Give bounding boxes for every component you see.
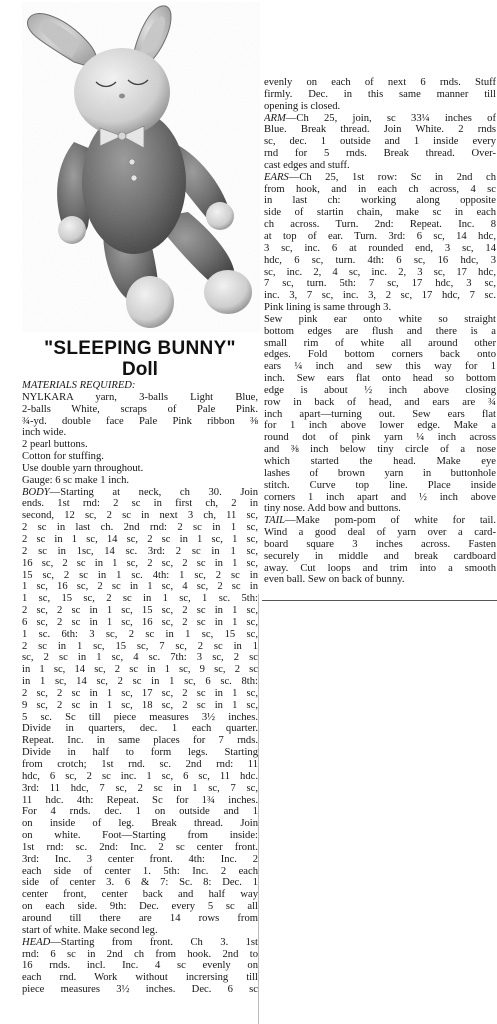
- text-line: [264, 527, 496, 539]
- line-text: small rim of white all around other: [264, 337, 496, 349]
- line-text: ¾-yd. double face Pale Pink ribbon ⅜: [22, 415, 258, 427]
- text-line: [22, 439, 258, 451]
- text-line: [22, 700, 258, 712]
- text-line: [22, 984, 258, 996]
- bunny-doll-photo: [22, 2, 260, 332]
- text-line: [22, 877, 258, 889]
- line-text: in 1 sc, 14 sc, 2 sc in 1 sc, 9 sc, 2 sc: [22, 664, 258, 676]
- text-line: [22, 830, 258, 842]
- line-text: sc, 2 sc in 1 sc, 4 sc. 7th: 3 sc, 2 sc: [22, 652, 258, 664]
- section-heading: ARM: [264, 112, 286, 124]
- column-divider: [258, 594, 259, 1024]
- text-line: [22, 487, 258, 499]
- text-line: [22, 498, 258, 510]
- text-line: [264, 89, 496, 101]
- text-line: [264, 563, 496, 575]
- line-text: Gauge: 6 sc make 1 inch.: [22, 474, 130, 486]
- line-text: side of center 3. 6 & 7: Sc. 8: Dec. 1: [22, 877, 258, 889]
- text-line: [264, 160, 496, 172]
- line-text: 2 sc in 1 sc, 15 sc, 7 sc, 2 sc in 1: [22, 640, 258, 652]
- line-text: 2 sc in 1 sc, 14 sc, 2 sc in 1 sc, 1 sc,: [22, 533, 258, 545]
- pattern-title: "SLEEPING BUNNY": [44, 338, 236, 359]
- line-text: center front, center back and half way: [22, 889, 258, 901]
- text-line: [264, 574, 496, 586]
- line-text: each side of center 1. 5th: Inc. 2 each: [22, 865, 258, 877]
- line-text: row in back of head, and ears are ¾: [264, 396, 496, 408]
- text-line: [264, 326, 496, 338]
- text-line: [22, 913, 258, 925]
- line-text: 6 sc, 2 sc in 1 sc, 16 sc, 2 sc in 1 sc,: [22, 616, 258, 628]
- text-line: [264, 468, 496, 480]
- text-line: [264, 420, 496, 432]
- text-line: [264, 480, 496, 492]
- line-text: inch. Sew ears flat onto head so bottom: [264, 373, 496, 385]
- line-text: Divide in half to form legs. Starting: [22, 747, 258, 759]
- line-text: corners 1 inch apart and ½ inch above: [264, 491, 496, 503]
- line-text: on white. Foot—Starting from inside:: [22, 830, 258, 842]
- line-text: hdc, 6 sc, turn. 4th: 6 sc, 16 hdc, 3: [264, 254, 496, 266]
- text-line: [22, 617, 258, 629]
- text-line: [22, 712, 258, 724]
- line-text: —Ch 25, 1st row: Sc in 2nd ch: [288, 171, 496, 183]
- line-text: opening is closed.: [264, 100, 341, 112]
- text-line: [264, 361, 496, 373]
- text-line: [264, 136, 496, 148]
- text-line: [264, 267, 496, 279]
- text-line: [22, 629, 258, 641]
- section-heading: TAIL: [264, 515, 285, 527]
- text-line: [22, 854, 258, 866]
- line-text: —Ch 25, join, sc 33¼ inches of: [285, 112, 496, 124]
- line-text: 3rd: 11 hdc, 7 sc, 2 sc in 1 sc, 7 sc,: [22, 782, 258, 794]
- text-line: [22, 451, 258, 463]
- text-line: [264, 409, 496, 421]
- text-line: [264, 278, 496, 290]
- line-text: NYLKARA yarn, 3-balls Light Blue,: [22, 391, 258, 403]
- line-text: each rnd. Work without incrersing till: [22, 972, 258, 984]
- text-line: [264, 172, 496, 184]
- text-line: [264, 539, 496, 551]
- text-line: [22, 960, 258, 972]
- end-rule: [262, 600, 497, 601]
- text-line: [264, 195, 496, 207]
- line-text: and ⅜ inch below tiny circle of a nose: [264, 444, 496, 456]
- text-line: [22, 818, 258, 830]
- line-text: Blue. Break thread. Join White. 2 rnds: [264, 124, 496, 136]
- text-line: [22, 925, 258, 937]
- line-text: 11 hdc. 4th: Repeat. Sc for 1¾ inches.: [22, 794, 258, 806]
- line-text: from crotch; 1st rnd. sc. 2nd rnd: 11: [22, 759, 258, 770]
- text-line: [22, 759, 258, 771]
- line-text: —Starting from front. Ch 3. 1st: [50, 936, 258, 948]
- line-text: 1st rnd: sc. 2nd: Inc. 2 sc center front.: [22, 841, 258, 853]
- line-text: stitch. Curve top line. Place inside: [264, 479, 496, 491]
- line-text: piece measures 3½ inches. Dec. 6 sc: [22, 984, 258, 996]
- line-text: inc. 3, 7 sc, inc. 3, 2 sc, 17 hdc, 7 sc.: [264, 290, 496, 302]
- text-line: [22, 546, 258, 558]
- text-line: [264, 432, 496, 444]
- text-line: [264, 444, 496, 456]
- line-text: evenly on each of next 6 rnds. Stuff: [264, 77, 496, 88]
- line-text: for 1 inch above lower edge. Make a: [264, 420, 496, 432]
- text-line: [22, 404, 258, 416]
- text-line: [22, 688, 258, 700]
- text-line: [22, 581, 258, 593]
- line-text: ch across. Turn. 2nd: Repeat. Inc. 8: [264, 219, 496, 231]
- section-heading: MATERIALS REQUIRED:: [22, 380, 136, 391]
- line-text: which started the head. Make eye: [264, 456, 496, 467]
- line-text: 2 sc in last ch. 2nd rnd: 2 sc in 1 sc,: [22, 522, 258, 534]
- text-line: [22, 735, 258, 747]
- text-line: [264, 397, 496, 409]
- line-text: 9 sc, 2 sc in 1 sc, 18 sc, 2 sc in 1 sc,: [22, 699, 258, 711]
- line-text: —Starting at neck, ch 30. Join: [49, 486, 258, 498]
- text-line: [264, 101, 496, 113]
- line-text: 16 sc, 2 sc in 1 sc, 2 sc, 2 sc in 1 sc,: [22, 557, 258, 569]
- line-text: Use double yarn throughout.: [22, 462, 144, 474]
- line-text: sc, dec. 1 outside and 1 inside every: [264, 136, 496, 148]
- line-text: 2-balls White, scraps of Pale Pink.: [22, 403, 258, 415]
- line-text: 1 sc, 15 sc, 2 sc in 1 sc, 1 sc. 5th:: [22, 593, 258, 605]
- line-text: in last ch: working along opposite: [264, 195, 496, 207]
- line-text: away. Cut loops and trim into a smooth: [264, 562, 496, 574]
- line-text: Wind a good deal of yarn over a card-: [264, 527, 496, 539]
- instructions-column-2: [264, 77, 496, 586]
- section-heading: HEAD: [22, 936, 51, 948]
- line-text: side of startin chain, make sc in each: [264, 207, 496, 219]
- text-line: [22, 676, 258, 688]
- line-text: start of white. Make second leg.: [22, 924, 158, 936]
- line-text: For 4 rnds. dec. 1 on outside and 1: [22, 806, 258, 818]
- text-line: [264, 456, 496, 468]
- text-line: [22, 380, 258, 392]
- line-text: edges. Fold bottom corners back onto: [264, 349, 496, 361]
- text-line: [264, 231, 496, 243]
- text-line: [22, 949, 258, 961]
- text-line: [22, 558, 258, 570]
- line-text: cast edges and stuff.: [264, 159, 350, 171]
- text-line: [22, 842, 258, 854]
- text-line: [264, 338, 496, 350]
- section-heading: EARS: [264, 171, 289, 183]
- text-line: [22, 972, 258, 984]
- line-text: —Make pom-pom of white for tail.: [285, 515, 496, 527]
- line-text: bottom edges are flush and there is a: [264, 325, 496, 337]
- text-line: [22, 806, 258, 818]
- line-text: board square 3 inches across. Fasten: [264, 538, 496, 550]
- line-text: from hook, and in each ch across, 4 sc: [264, 183, 496, 195]
- line-text: on each side. 9th: Dec. every 5 sc all: [22, 901, 258, 913]
- text-line: [22, 664, 258, 676]
- text-line: [22, 593, 258, 605]
- line-text: rnd: 6 sc in 2nd ch from hook. 2nd to: [22, 948, 258, 960]
- line-text: Divide in quarters, dec. 1 each quarter.: [22, 723, 258, 735]
- text-line: [264, 492, 496, 504]
- line-text: 2 sc, 2 sc in 1 sc, 15 sc, 2 sc in 1 sc,: [22, 605, 258, 617]
- text-line: [264, 515, 496, 527]
- text-line: [22, 522, 258, 534]
- text-line: [264, 551, 496, 563]
- text-line: [22, 901, 258, 913]
- text-line: [22, 889, 258, 901]
- text-line: [22, 463, 258, 475]
- line-text: even ball. Sew on back of bunny.: [264, 574, 405, 586]
- text-line: [264, 124, 496, 136]
- text-line: [22, 866, 258, 878]
- pattern-subtitle: Doll: [122, 359, 158, 380]
- text-line: [264, 207, 496, 219]
- text-line: [264, 219, 496, 231]
- text-line: [22, 392, 258, 404]
- line-text: 1 sc, 16 sc, 2 sc in 1 sc, 4 sc, 2 sc in: [22, 581, 258, 593]
- text-line: [264, 77, 496, 89]
- line-text: 3 sc, inc. 6 at rounded end, 3 sc, 14: [264, 242, 496, 254]
- text-line: [22, 475, 258, 487]
- line-text: Sew pink ear onto white so straight: [264, 313, 496, 325]
- text-line: [264, 255, 496, 267]
- text-line: [264, 314, 496, 326]
- line-text: sc, inc. 2, 4 sc, inc. 2, 3 sc, 17 hdc,: [264, 266, 496, 278]
- line-text: around till there are 14 rows from: [22, 912, 258, 924]
- text-line: [264, 302, 496, 314]
- line-text: second, 12 sc, 2 sc in next 3 ch, 11 sc,: [22, 510, 258, 522]
- line-text: Repeat. Inc. in same places for 7 rnds.: [22, 735, 258, 747]
- text-line: [22, 937, 258, 949]
- text-line: [22, 723, 258, 735]
- line-text: Pink lining is same through 3.: [264, 302, 392, 314]
- text-line: [22, 605, 258, 617]
- line-text: edge is about ½ inch above closing: [264, 384, 496, 396]
- section-heading: BODY: [22, 486, 50, 498]
- line-text: 3rd: Inc. 3 center front. 4th: Inc. 2: [22, 853, 258, 865]
- text-line: [264, 148, 496, 160]
- text-line: [264, 373, 496, 385]
- line-text: Cotton for stuffing.: [22, 451, 104, 463]
- line-text: lashes of brown yarn in buttonhole: [264, 467, 496, 479]
- text-line: [22, 771, 258, 783]
- line-text: inch apart—turning out. Sew ears flat: [264, 408, 496, 420]
- text-line: [264, 184, 496, 196]
- line-text: securely in middle and break cardboard: [264, 550, 496, 562]
- line-text: at top of ear. Turn. 3rd: 6 sc, 14 hdc,: [264, 230, 496, 242]
- text-line: [22, 795, 258, 807]
- text-line: [22, 510, 258, 522]
- text-line: [22, 652, 258, 664]
- text-line: [22, 534, 258, 546]
- line-text: ears ¼ inch and sew this way for 1: [264, 361, 496, 373]
- line-text: hdc, 6 sc, 2 sc inc. 1 sc, 6 sc, 11 hdc.: [22, 770, 258, 782]
- line-text: inch wide.: [22, 427, 67, 439]
- line-text: 16 rnds. incl. Inc. 4 sc evenly on: [22, 960, 258, 972]
- text-line: [22, 416, 258, 428]
- text-line: [264, 503, 496, 515]
- text-line: [264, 290, 496, 302]
- line-text: 7 sc, turn. 5th: 7 sc, 17 hdc, 3 sc,: [264, 278, 496, 290]
- line-text: 2 pearl buttons.: [22, 439, 88, 451]
- line-text: 5 sc. Sc till piece measures 3½ inches.: [22, 711, 258, 723]
- line-text: round dot of pink yarn ¼ inch across: [264, 432, 496, 444]
- text-line: [264, 349, 496, 361]
- instructions-column-1: [22, 380, 258, 996]
- text-line: [22, 570, 258, 582]
- text-line: [22, 747, 258, 759]
- text-line: [264, 385, 496, 397]
- text-line: [264, 113, 496, 125]
- line-text: tiny nose. Add bow and buttons.: [264, 503, 401, 515]
- line-text: 2 sc in 1sc, 14 sc. 3rd: 2 sc in 1 sc,: [22, 545, 258, 557]
- line-text: 2 sc, 2 sc in 1 sc, 17 sc, 2 sc in 1 sc,: [22, 687, 258, 699]
- line-text: 15 sc, 2 sc in 1 sc. 4th: 1 sc, 2 sc in: [22, 569, 258, 581]
- text-line: [264, 243, 496, 255]
- text-line: [22, 427, 258, 439]
- line-text: 1 sc. 6th: 3 sc, 2 sc in 1 sc, 15 sc,: [22, 628, 258, 640]
- line-text: firmly. Dec. in this same manner till: [264, 88, 496, 100]
- line-text: on inside of leg. Break thread. Join: [22, 818, 258, 830]
- line-text: ends. 1st rnd: 2 sc in first ch, 2 in: [22, 498, 258, 510]
- text-line: [22, 641, 258, 653]
- line-text: in 1 sc, 14 sc, 2 sc in 1 sc, 6 sc. 8th:: [22, 676, 258, 688]
- text-line: [22, 783, 258, 795]
- line-text: rnd for 5 rnds. Break thread. Over-: [264, 148, 496, 160]
